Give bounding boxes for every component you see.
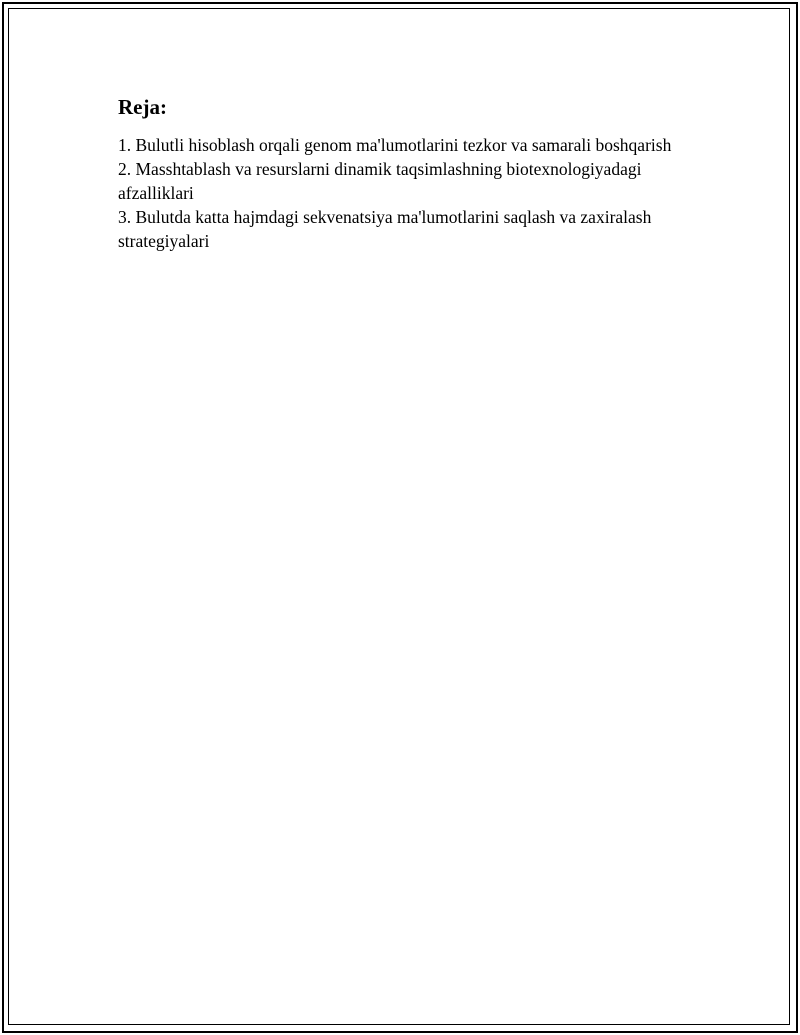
plan-heading: Reja:: [118, 95, 167, 119]
plan-item-1: 1. Bulutli hisoblash orqali genom ma'lumotlarini tezkor va samarali boshqarish: [118, 135, 672, 155]
plan-list: [118, 133, 688, 253]
document-body: [118, 94, 688, 253]
plan-item-2: 2. Masshtablash va resurslarni dinamik taqsimlashning biotexnologiyadagi afzalliklari: [118, 159, 642, 203]
plan-item-3: 3. Bulutda katta hajmdagi sekvenatsiya ma'lumotlarini saqlash va zaxiralash strategiyalari: [118, 207, 652, 251]
